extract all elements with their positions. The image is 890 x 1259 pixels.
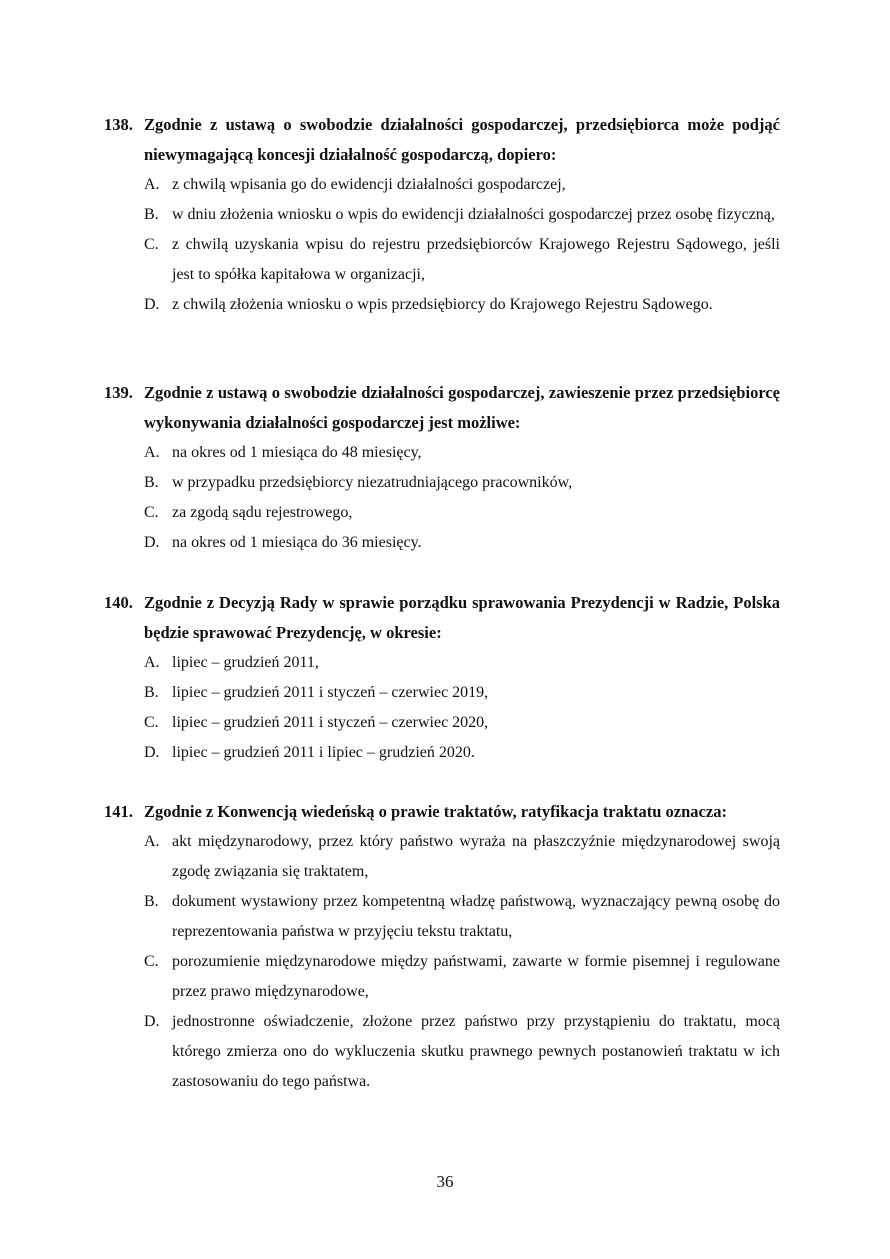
answer-option-d	[104, 290, 780, 320]
question-number: 141.	[104, 802, 133, 821]
option-letter: B.	[144, 474, 159, 491]
question-number: 138.	[104, 115, 133, 134]
option-letter: C.	[144, 953, 159, 970]
question-text: Zgodnie z ustawą o swobodzie działalności gospodarczej, przedsiębiorca może podjąć niewymagającą koncesji działalność gospodarczą, dopiero:	[144, 115, 780, 164]
question-number: 139.	[104, 383, 133, 402]
option-text: z chwilą uzyskania wpisu do rejestru przedsiębiorców Krajowego Rejestru Sądowego, jeśli jest to spółka kapitałowa w organizacji,	[172, 236, 780, 283]
option-text: za zgodą sądu rejestrowego,	[172, 504, 353, 521]
answer-option-b	[104, 887, 780, 947]
question-heading	[104, 110, 780, 170]
option-letter: D.	[144, 534, 160, 551]
option-text: z chwilą wpisania go do ewidencji działalności gospodarczej,	[172, 176, 566, 193]
question-140	[104, 588, 780, 768]
option-letter: D.	[144, 744, 160, 761]
question-text: Zgodnie z Konwencją wiedeńską o prawie traktatów, ratyfikacja traktatu oznacza:	[144, 802, 727, 821]
question-141	[104, 797, 780, 1097]
option-text: lipiec – grudzień 2011 i styczeń – czerwiec 2020,	[172, 714, 489, 731]
answer-option-a	[104, 438, 780, 468]
answer-option-a	[104, 170, 780, 200]
question-heading	[104, 797, 780, 827]
option-text: lipiec – grudzień 2011 i styczeń – czerwiec 2019,	[172, 684, 489, 701]
answer-option-b	[104, 468, 780, 498]
answer-option-d	[104, 1007, 780, 1097]
answer-option-b	[104, 200, 780, 230]
option-text: na okres od 1 miesiąca do 48 miesięcy,	[172, 444, 422, 461]
option-letter: A.	[144, 833, 160, 850]
option-text: na okres od 1 miesiąca do 36 miesięcy.	[172, 534, 422, 551]
option-letter: C.	[144, 236, 159, 253]
answer-option-c	[104, 498, 780, 528]
option-letter: A.	[144, 444, 160, 461]
option-text: lipiec – grudzień 2011,	[172, 654, 319, 671]
question-139	[104, 378, 780, 558]
answer-option-d	[104, 738, 780, 768]
answer-option-c	[104, 947, 780, 1007]
option-letter: A.	[144, 176, 160, 193]
question-heading	[104, 378, 780, 438]
option-letter: C.	[144, 504, 159, 521]
option-letter: C.	[144, 714, 159, 731]
option-letter: B.	[144, 206, 159, 223]
option-letter: D.	[144, 1013, 160, 1030]
option-letter: B.	[144, 893, 159, 910]
option-text: w przypadku przedsiębiorcy niezatrudniającego pracowników,	[172, 474, 573, 491]
option-letter: B.	[144, 684, 159, 701]
option-text: porozumienie międzynarodowe między państwami, zawarte w formie pisemnej i regulowane przez prawo międzynarodowe,	[172, 953, 780, 1000]
question-text: Zgodnie z ustawą o swobodzie działalności gospodarczej, zawieszenie przez przedsiębiorcę wykonywania działalności gospodarczej jest możliwe:	[144, 383, 780, 432]
option-text: dokument wystawiony przez kompetentną władzę państwową, wyznaczający pewną osobę do reprezentowania państwa w przyjęciu tekstu traktatu,	[172, 893, 780, 940]
option-text: jednostronne oświadczenie, złożone przez państwo przy przystąpieniu do traktatu, mocą którego zmierza ono do wykluczenia skutku prawnego pewnych postanowień traktatu w ich zastosowaniu do tego państwa.	[172, 1013, 780, 1090]
question-number: 140.	[104, 593, 133, 612]
question-heading	[104, 588, 780, 648]
option-text: w dniu złożenia wniosku o wpis do ewidencji działalności gospodarczej przez osobę fizyczną,	[172, 206, 775, 223]
question-text: Zgodnie z Decyzją Rady w sprawie porządku sprawowania Prezydencji w Radzie, Polska będzie sprawować Prezydencję, w okresie:	[144, 593, 780, 642]
option-text: lipiec – grudzień 2011 i lipiec – grudzień 2020.	[172, 744, 475, 761]
option-letter: D.	[144, 296, 160, 313]
answer-option-c	[104, 230, 780, 290]
answer-option-a	[104, 827, 780, 887]
answer-option-c	[104, 708, 780, 738]
question-138	[104, 110, 780, 320]
option-letter: A.	[144, 654, 160, 671]
answer-option-d	[104, 528, 780, 558]
answer-option-b	[104, 678, 780, 708]
answer-option-a	[104, 648, 780, 678]
option-text: akt międzynarodowy, przez który państwo wyraża na płaszczyźnie międzynarodowej swoją zgodę związania się traktatem,	[172, 833, 780, 880]
page-number: 36	[436, 1172, 454, 1191]
option-text: z chwilą złożenia wniosku o wpis przedsiębiorcy do Krajowego Rejestru Sądowego.	[172, 296, 713, 313]
